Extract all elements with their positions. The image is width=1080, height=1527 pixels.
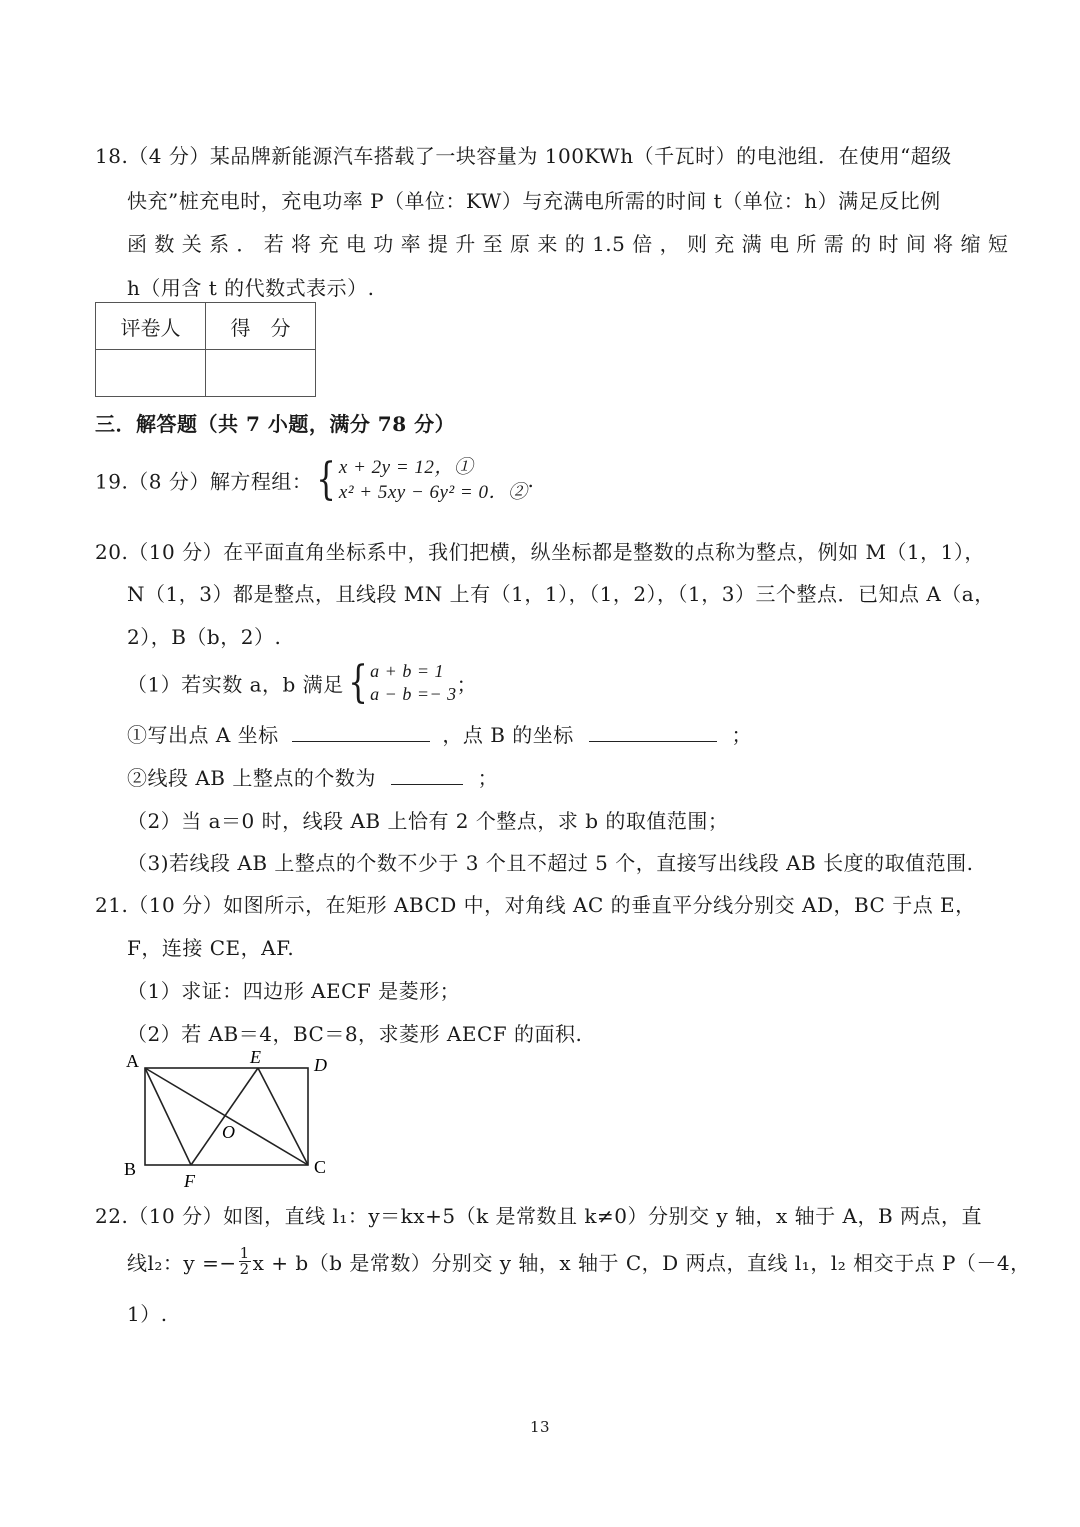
q20-s1-c: ； bbox=[731, 723, 753, 747]
q20-s1-b: ，点 B 的坐标 bbox=[442, 723, 574, 747]
answer-blank-a[interactable] bbox=[292, 723, 430, 742]
frac-numerator: 1 bbox=[239, 1244, 250, 1262]
answer-blank-count[interactable] bbox=[391, 766, 463, 785]
segment-fe bbox=[191, 1068, 258, 1165]
q21-part-1: （1）求证：四边形 AECF 是菱形； bbox=[127, 979, 461, 1003]
score-table bbox=[95, 302, 316, 397]
rectangle-figure bbox=[118, 1045, 338, 1190]
q20-line-2: N（1，3）都是整点，且线段 MN 上有（1，1），（1，2），（1，3）三个整点．已知点 A（a， bbox=[127, 582, 995, 606]
q20-line-1: 20.（10 分）在平面直角坐标系中，我们把横，纵坐标都是整数的点称为整点，例如 M（1，1）， bbox=[95, 540, 985, 564]
q18-line-2: 快充”桩充电时，充电功率 P（单位：KW）与充满电所需的时间 t（单位：h）满足反比例 bbox=[127, 189, 941, 213]
q20-eq1: a + b = 1 bbox=[370, 661, 444, 681]
q20-s2-b: ； bbox=[477, 766, 499, 790]
q20-part-1 bbox=[127, 657, 478, 708]
label-f: F bbox=[184, 1171, 195, 1190]
score-cell bbox=[206, 350, 316, 397]
q19-prefix: 19.（8 分）解方程组： bbox=[95, 469, 313, 494]
q19-eq2: x² + 5xy − 6y² = 0．② bbox=[338, 482, 528, 503]
answer-blank-b[interactable] bbox=[589, 723, 717, 742]
q19 bbox=[95, 455, 534, 505]
q20-part-3: （3)若线段 AB 上整点的个数不少于 3 个且不超过 5 个，直接写出线段 AB 长度的取值范围. bbox=[127, 851, 974, 875]
q19-system bbox=[339, 455, 528, 505]
q18-line-4: h（用含 t 的代数式表示）. bbox=[127, 276, 375, 300]
q22-l2-a: 线l₂：y =− bbox=[127, 1251, 237, 1275]
q20-eq2: a − b =− 3 bbox=[370, 684, 457, 704]
q20-line-3: 2），B（b，2）. bbox=[127, 625, 282, 649]
label-c: C bbox=[314, 1157, 327, 1177]
label-b: B bbox=[124, 1159, 137, 1179]
q21-part-2: （2）若 AB＝4，BC＝8，求菱形 AECF 的面积. bbox=[127, 1022, 583, 1046]
page-number: 13 bbox=[530, 1418, 551, 1436]
frac-denominator: 2 bbox=[239, 1260, 250, 1278]
q21-line-2: F，连接 CE，AF. bbox=[127, 936, 295, 960]
q18-line-3: 函 数 关 系 ． 若 将 充 电 功 率 提 升 至 原 来 的 1.5 倍 ， 则 充 满 电 所 需 的 时 间 将 缩 短 bbox=[127, 232, 1009, 256]
q19-suffix: . bbox=[527, 468, 535, 492]
q20-sub-1 bbox=[127, 719, 752, 748]
q22-line-3: 1）. bbox=[127, 1302, 168, 1326]
label-a: A bbox=[126, 1051, 139, 1071]
score-header: 得 分 bbox=[206, 303, 316, 350]
label-d: D bbox=[314, 1055, 327, 1075]
q20-brace: { bbox=[347, 657, 368, 708]
q20-s1-a: ①写出点 A 坐标 bbox=[127, 723, 279, 747]
q20-p1-suffix: ； bbox=[456, 672, 478, 697]
q22-l2-b: x + b（b 是常数）分别交 y 轴，x 轴于 C，D 两点，直线 l₁，l₂ 相交于点 P（－4， bbox=[252, 1251, 1031, 1275]
q22-line-1: 22.（10 分）如图，直线 l₁：y＝kx+5（k 是常数且 k≠0）分别交 y 轴，x 轴于 A，B 两点，直 bbox=[95, 1204, 983, 1228]
q20-s2-a: ②线段 AB 上整点的个数为 bbox=[127, 766, 376, 790]
grader-cell bbox=[96, 350, 206, 397]
q19-eq1: x + 2y = 12，① bbox=[338, 457, 474, 478]
label-o: O bbox=[222, 1122, 235, 1142]
q20-p1-prefix: （1）若实数 a，b 满足 bbox=[127, 672, 344, 697]
q19-brace: { bbox=[316, 454, 337, 505]
q21-line-1: 21.（10 分）如图所示，在矩形 ABCD 中，对角线 AC 的垂直平分线分别交 AD，BC 于点 E， bbox=[95, 893, 976, 917]
fraction-one-half bbox=[239, 1246, 251, 1277]
q22-line-2 bbox=[127, 1246, 1031, 1277]
label-e: E bbox=[250, 1047, 261, 1067]
q20-sub-2 bbox=[127, 762, 498, 791]
q20-part-2: （2）当 a＝0 时，线段 AB 上恰有 2 个整点，求 b 的取值范围； bbox=[127, 809, 729, 833]
q18-line-1: 18.（4 分）某品牌新能源汽车搭载了一块容量为 100KWh（千瓦时）的电池组．在使用“超级 bbox=[95, 144, 952, 168]
q20-system bbox=[370, 660, 456, 706]
section-heading: 三．解答题（共 7 小题，满分 78 分） bbox=[95, 412, 456, 436]
grader-header: 评卷人 bbox=[96, 303, 206, 350]
